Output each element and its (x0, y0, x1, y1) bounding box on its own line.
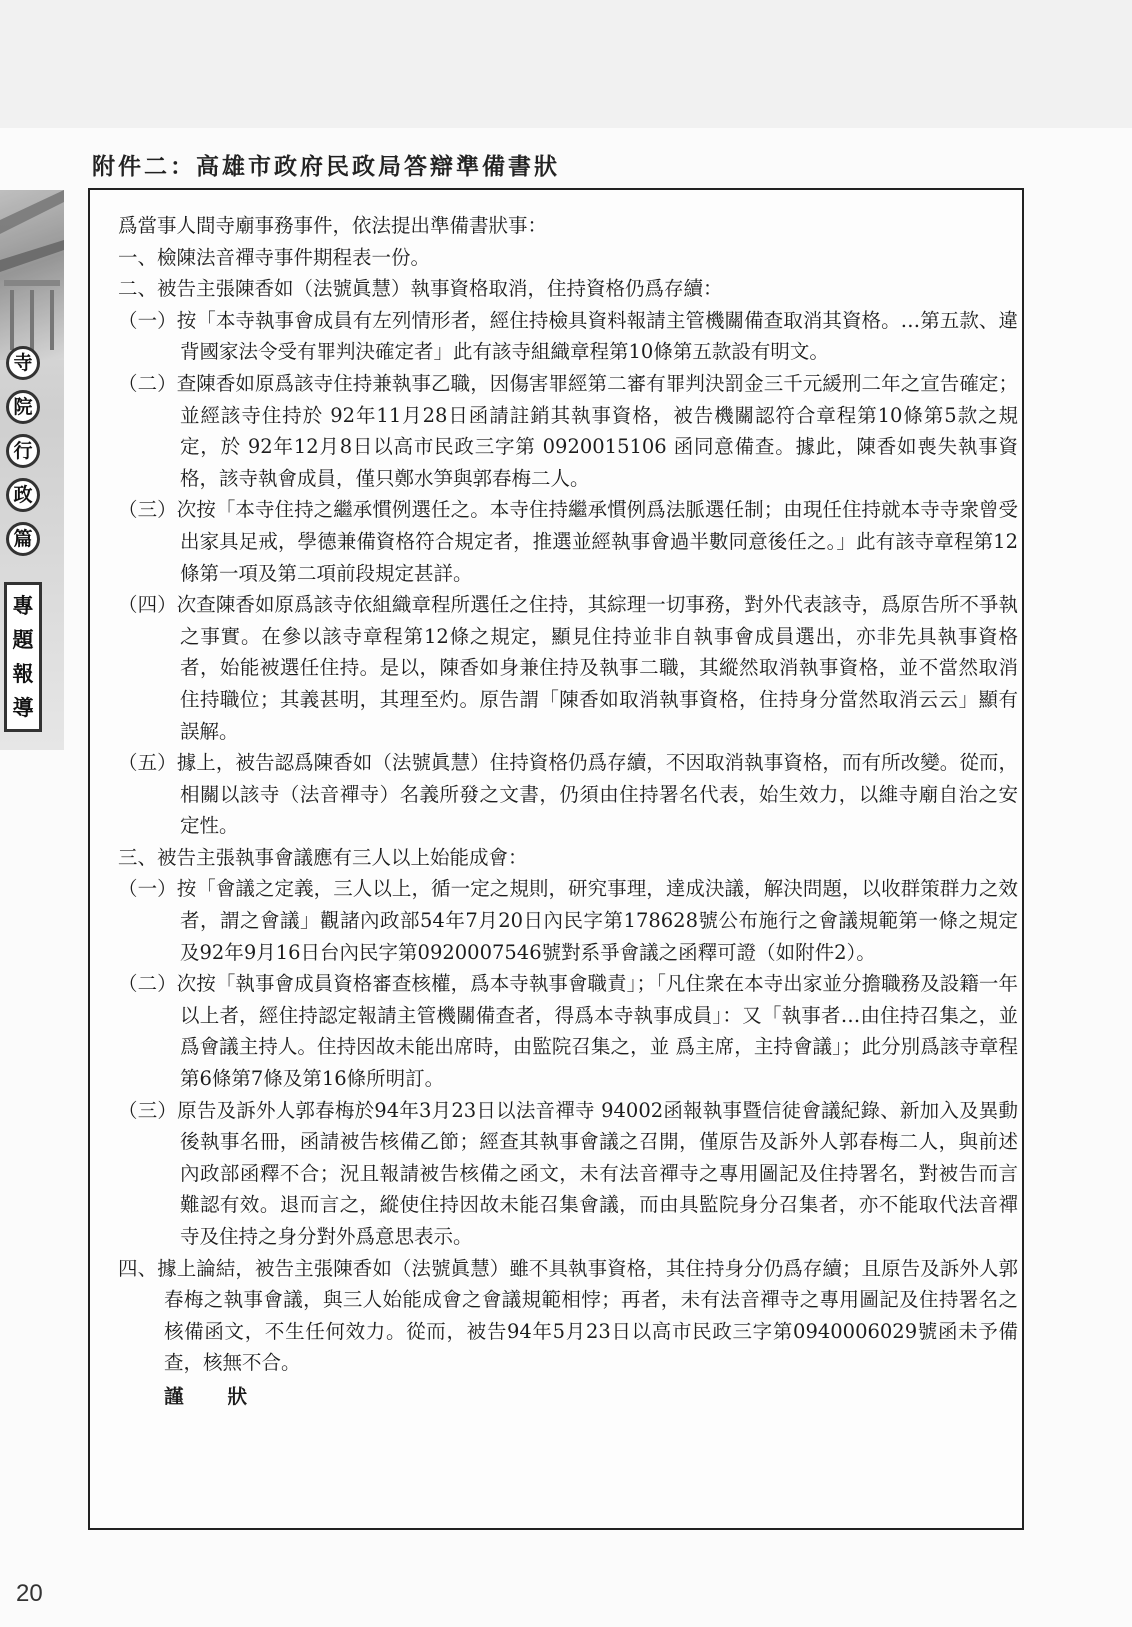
section-3-heading: 三、被告主張執事會議應有三人以上始能成會： (118, 845, 528, 869)
temple-roof-icon (0, 190, 64, 360)
section-2-item-5: （五）據上，被告認爲陳香如（法號眞慧）住持資格仍爲存續，不因取消執事資格，而有所改變。從而，相關以該寺（法音禪寺）名義所發之文書，仍須由住持署名代表，始生效力，以維寺廟自治之安定性。 (118, 751, 1018, 838)
section-2-item-3: （三）次按「本寺住持之繼承慣例選任之。本寺住持繼承慣例爲法脈選任制；由現任住持就本寺寺衆曾受出家具足戒，學德兼備資格符合規定者，推選並經執事會過半數同意後任之。」此有該寺章程第12條第一項及第二項前段規定甚詳。 (118, 498, 1018, 585)
closing-signature: 謹狀 (164, 1384, 292, 1408)
page-number: 20 (16, 1580, 43, 1607)
section-label-box (4, 582, 42, 732)
section-box-char: 專 (12, 593, 34, 618)
section-char: 篇 (6, 522, 40, 556)
page-title: 附件二：高雄市政府民政局答辯準備書狀 (92, 153, 560, 180)
intro-paragraph: 爲當事人間寺廟事務事件，依法提出準備書狀事： (118, 214, 548, 237)
section-label-circles (4, 346, 48, 566)
section-3-item-3: （三）原告及訴外人郭春梅於94年3月23日以法音禪寺 94002函報執事暨信徒會議紀錄、新加入及異動後執事名冊，函請被告核備乙節；經查其執事會議之召開，僅原告及訴外人郭春梅二人，與前述內政部函釋不合；況且報請被告核備之函文，未有法音禪寺之專用圖記及住持署名，對被告而言難認有效。退而言之，縱使住持因故未能召集會議，而由具監院身分召集者，亦不能取代法音禪寺及住持之身分對外爲意思表示。 (118, 1098, 1018, 1248)
section-box-char: 題 (12, 627, 34, 652)
section-char: 行 (6, 434, 40, 468)
top-margin-band (0, 0, 1132, 128)
section-2-item-1: （一）按「本寺執事會成員有左列情形者，經住持檢具資料報請主管機關備查取消其資格。…第五款、違背國家法令受有罪判決確定者」此有該寺組織章程第10條第五款設有明文。 (118, 308, 1018, 364)
side-photo (0, 190, 64, 360)
section-3-item-1: （一）按「會議之定義，三人以上，循一定之規則，研究事理，達成決議，解決問題，以收群策群力之效者，謂之會議」觀諸內政部54年7月20日內民字第178628號公布施行之會議規範第一條之規定及92年9月16日台內民字第0920007546號對系爭會議之函釋可證（如附件2）。 (118, 877, 1018, 964)
section-box-char: 導 (12, 695, 34, 720)
section-2-item-4: （四）次查陳香如原爲該寺依組織章程所選任之住持，其綜理一切事務，對外代表該寺，爲原告所不爭執之事實。在參以該寺章程第12條之規定，顯見住持並非自執事會成員選出，亦非先具執事資格者，始能被選任住持。是以，陳香如身兼住持及執事二職，其縱然取消執事資格，並不當然取消住持職位；其義甚明，其理至灼。原告謂「陳香如取消執事資格，住持身分當然取消云云」顯有誤解。 (118, 593, 1018, 743)
section-char: 政 (6, 478, 40, 512)
section-2-item-2: （二）查陳香如原爲該寺住持兼執事乙職，因傷害罪經第二審有罪判決罰金三千元緩刑二年之宣告確定；並經該寺住持於 92年11月28日函請註銷其執事資格，被告機關認符合章程第10條第5款之規定，於 92年12月8日以高市民政三字第 0920015106 函同意備查。據此，陳香如喪失執事資格，該寺執會成員，僅只鄭水笋與郭春梅二人。 (118, 371, 1018, 490)
document-body (118, 210, 1018, 1413)
section-box-char: 報 (12, 661, 34, 686)
section-char: 寺 (6, 346, 40, 380)
section-2-heading: 二、被告主張陳香如（法號眞慧）執事資格取消，住持資格仍爲存續： (118, 277, 723, 301)
section-1: 一、檢陳法音禪寺事件期程表一份。 (118, 245, 431, 269)
section-4: 四、據上論結，被告主張陳香如（法號眞慧）雖不具執事資格，其住持身分仍爲存續；且原告及訴外人郭春梅之執事會議，與三人始能成會之會議規範相悖；再者，未有法音禪寺之專用圖記及住持署名之核備函文，不生任何效力。從而，被告94年5月23日以高市民政三字第0940006029號函未予備查，核無不合。 (118, 1256, 1018, 1375)
section-3-item-2: （二）次按「執事會成員資格審查核權，爲本寺執事會職責」；「凡住衆在本寺出家並分擔職務及設籍一年以上者，經住持認定報請主管機關備查者，得爲本寺執事成員」：又「執事者…由住持召集之，並爲會議主持人。住持因故未能出席時，由監院召集之，並 爲主席，主持會議」；此分別爲該寺章程第6條第7條及第16條所明訂。 (118, 972, 1018, 1091)
section-char: 院 (6, 390, 40, 424)
